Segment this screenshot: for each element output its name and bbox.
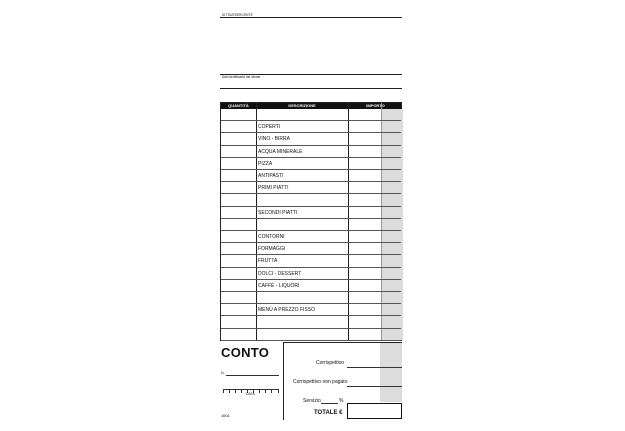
table-row	[221, 243, 401, 255]
table-row	[221, 207, 401, 219]
table-row	[221, 146, 401, 158]
client-caption: Dati identificativi del cliente	[222, 75, 261, 79]
row-description: CONTORNI	[258, 234, 285, 240]
form-code: 1601	[221, 413, 230, 418]
header-amount: IMPORTO	[366, 103, 385, 108]
row-description: ANTIPASTI	[258, 173, 284, 179]
footer-section	[220, 342, 402, 420]
table-row	[221, 268, 401, 280]
issuer-line	[220, 17, 402, 18]
percent-sign: %	[339, 398, 344, 404]
table-row	[221, 280, 401, 292]
conto-title: CONTO	[221, 345, 270, 360]
row-description: FRUTTA	[258, 258, 278, 265]
table-row	[221, 170, 401, 182]
number-line	[226, 375, 279, 376]
servizio-percent-line	[321, 403, 338, 404]
table-row	[221, 194, 401, 206]
table-row	[221, 329, 401, 341]
row-description: MENÙ A PREZZO FISSO	[258, 307, 315, 314]
row-description: PRIMI PIATTI	[258, 185, 289, 192]
coperto-label: Corrispettivo	[316, 360, 345, 366]
table-row	[221, 133, 401, 145]
receipt-form	[220, 8, 404, 420]
table-row	[221, 158, 401, 170]
number-label: N.	[221, 371, 225, 375]
date-line	[223, 389, 279, 390]
row-description: VINO - BIRRA	[258, 136, 290, 143]
client-line-bottom	[220, 88, 402, 89]
row-description: DOLCI - DESSERT	[258, 270, 302, 277]
table-row	[221, 255, 401, 267]
servizio-label: Servizio	[303, 398, 321, 404]
row-description: CAFFÈ - LIQUORI	[258, 282, 300, 289]
total-label: TOTALE €	[314, 410, 343, 416]
row-description: SECONDI PIATTI	[258, 209, 298, 216]
row-description: FORMAGGI	[258, 246, 286, 253]
table-row	[221, 231, 401, 243]
total-box	[347, 403, 402, 419]
table-row	[221, 121, 401, 133]
table-row	[221, 304, 401, 316]
non-pagato-line	[347, 386, 402, 387]
row-description: COPERTI	[258, 124, 281, 131]
table-row	[221, 109, 401, 121]
non-pagato-label: Corrispettivo non pagato	[293, 379, 348, 385]
date-label: DATA	[246, 392, 255, 396]
header-description: DESCRIZIONE	[288, 103, 316, 108]
row-description: ACQUA MINERALE	[258, 148, 303, 155]
table-row	[221, 316, 401, 328]
row-description: PIZZA	[258, 160, 273, 167]
coperto-line	[347, 367, 402, 368]
table-row	[221, 219, 401, 231]
table-row	[221, 182, 401, 194]
header-quantity: QUANTITÀ	[228, 103, 249, 108]
table-row	[221, 292, 401, 304]
issuer-caption: DITTA/ESERCENTE	[222, 13, 253, 17]
items-table	[220, 102, 402, 341]
